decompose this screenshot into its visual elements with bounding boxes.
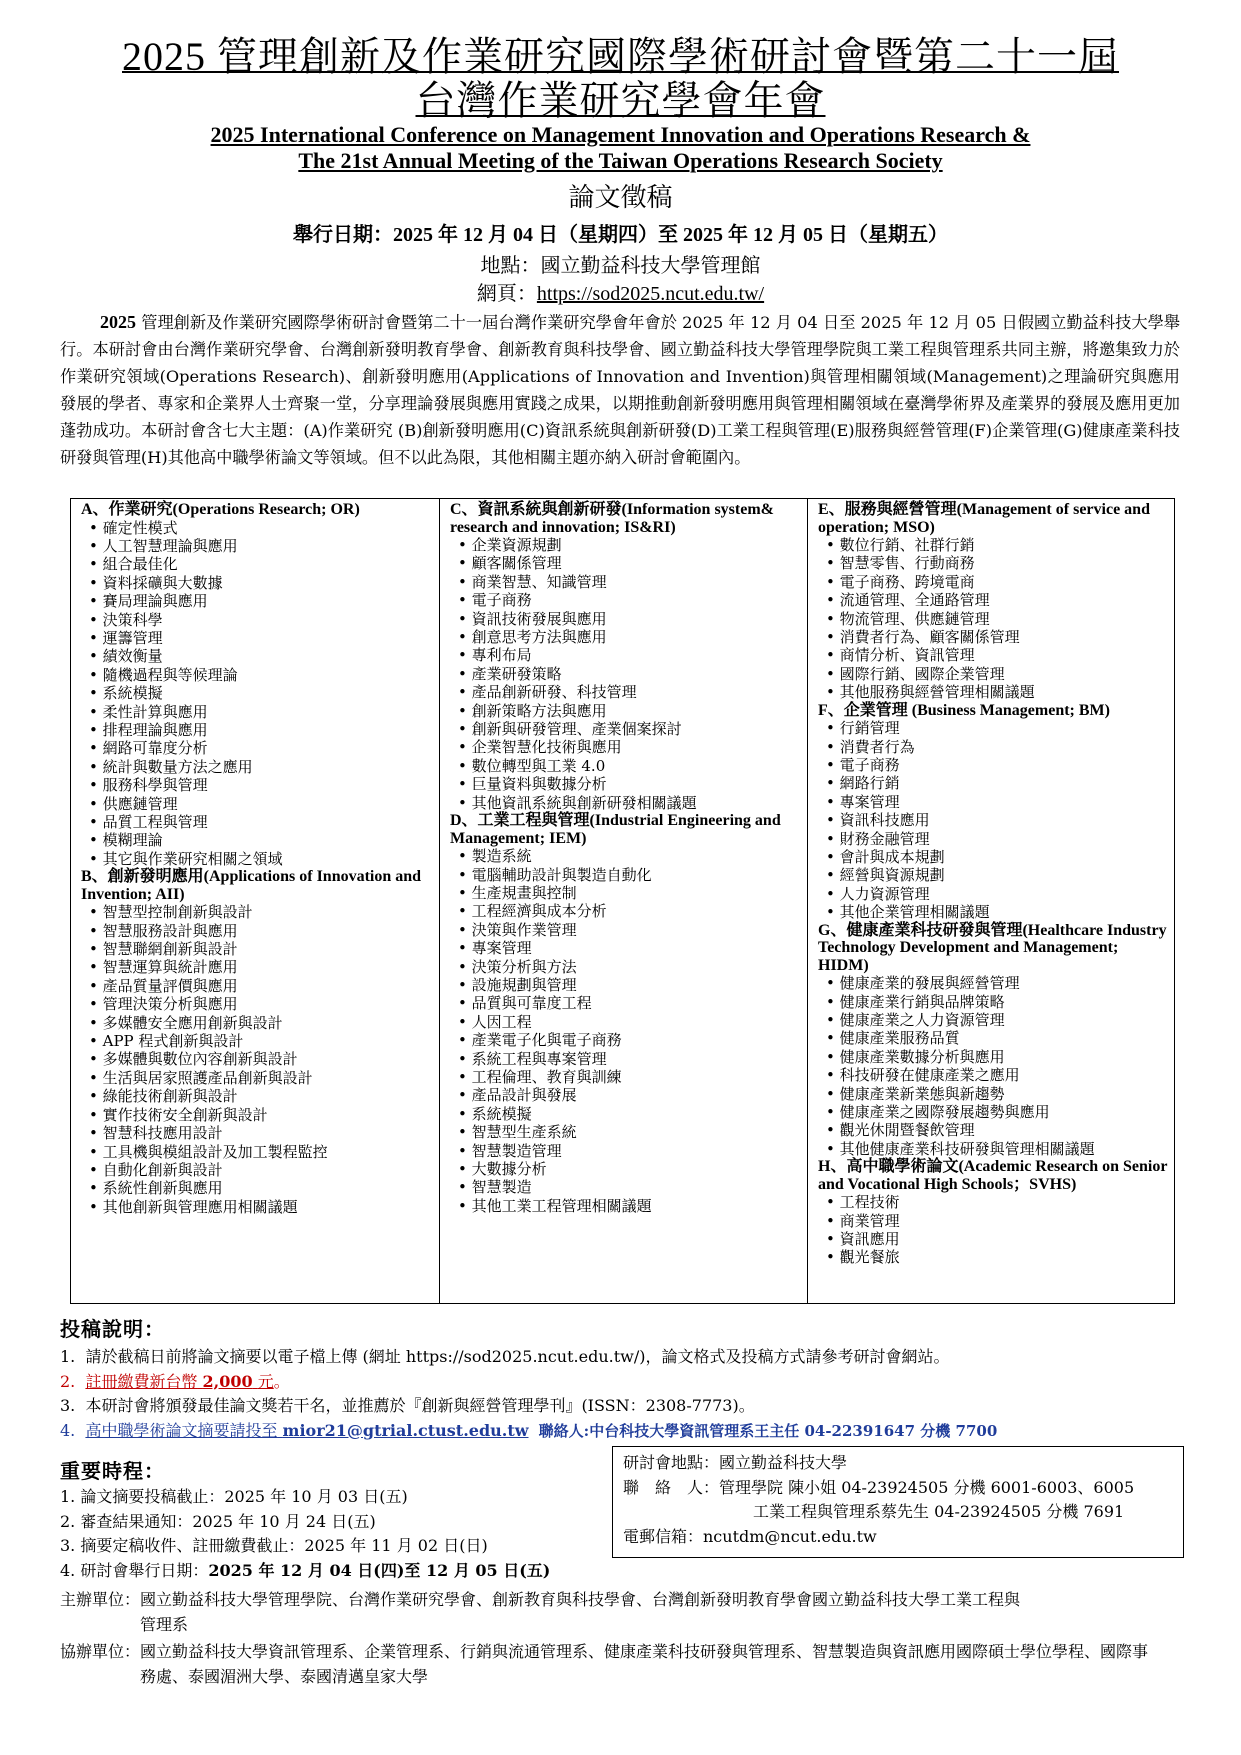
topic-item: • 財務金融管理 [818, 830, 1170, 848]
highschool-phone: 04-22391647 [804, 1421, 916, 1440]
topic-item: • 其它與作業研究相關之領域 [81, 850, 435, 868]
topic-item: • 工程技術 [818, 1193, 1170, 1211]
highschool-submit [85, 1421, 528, 1440]
schedule-item-4-date: 2025 年 12 月 04 日(四)至 12 月 05 日(五) [208, 1560, 551, 1580]
topic-item: • 人因工程 [450, 1013, 803, 1031]
topic-item: • 決策科學 [81, 611, 435, 629]
topic-item: • 其他創新與管理應用相關議題 [81, 1198, 435, 1216]
topic-list [818, 536, 1170, 702]
topic-item: • 工具機與模組設計及加工製程監控 [81, 1143, 435, 1161]
topic-item: • 科技研發在健康產業之應用 [818, 1066, 1170, 1084]
topic-item: • 賽局理論與應用 [81, 592, 435, 610]
topic-category-title: C、資訊系統與創新研發(Information system& research and innovation; IS&RI) [450, 501, 774, 536]
topic-item: • 電子商務 [818, 756, 1170, 774]
topic-item: • 健康產業之國際發展趨勢與應用 [818, 1103, 1170, 1121]
topic-item: • 決策分析與方法 [450, 958, 803, 976]
highschool-email-link[interactable]: mior21@gtrial.ctust.edu.tw [282, 1420, 529, 1440]
topic-item: • 顧客關係管理 [450, 554, 803, 572]
topics-column-2 [439, 499, 807, 1303]
co-organizers [60, 1640, 1150, 1689]
topic-item: • 自動化創新與設計 [81, 1161, 435, 1179]
topic-list [818, 1193, 1170, 1267]
topic-item: • 產業研發策略 [450, 665, 803, 683]
contact-person-1: 管理學院 陳小姐 04-23924505 分機 6001-6003、6005 [719, 1477, 1135, 1497]
topic-item: • 其他企業管理相關議題 [818, 903, 1170, 921]
topics-column-3 [807, 499, 1174, 1303]
topic-item: • 電腦輔助設計與製造自動化 [450, 866, 803, 884]
host-label: 主辦單位： [60, 1590, 141, 1609]
topic-item: • 商業智慧、知識管理 [450, 573, 803, 591]
topic-item: • 健康產業之人力資源管理 [818, 1011, 1170, 1029]
item-number: 1. [60, 1347, 76, 1366]
topic-item: • 數位轉型與工業 4.0 [450, 757, 803, 775]
topic-category-h [818, 1158, 1170, 1267]
highschool-contact-name: 聯絡人:中台科技大學資訊管理系王主任 [538, 1421, 800, 1440]
title-en-line1: 2025 International Conference on Management Innovation and Operations Research & [210, 122, 1031, 147]
highschool-text: 高中職學術論文摘要請投至 [85, 1420, 278, 1440]
topic-item: • 觀光休閒暨餐飲管理 [818, 1121, 1170, 1139]
topic-item: • 系統模擬 [81, 684, 435, 702]
topic-item: • 運籌管理 [81, 629, 435, 647]
topic-item: • 國際行銷、國際企業管理 [818, 665, 1170, 683]
topic-item: • 系統模擬 [450, 1105, 803, 1123]
topic-item: • 確定性模式 [81, 519, 435, 537]
fee-end: 。 [273, 1371, 290, 1391]
topic-item: • 企業智慧化技術與應用 [450, 738, 803, 756]
schedule-item-4 [60, 1559, 550, 1584]
schedule-item: 3. 摘要定稿收件、註冊繳費截止：2025 年 11 月 02 日(日) [60, 1536, 488, 1555]
topic-item: • 創新策略方法與應用 [450, 702, 803, 720]
contact-person-row [623, 1476, 1173, 1501]
topic-item: • 專案管理 [818, 793, 1170, 811]
topic-category-g [818, 922, 1170, 1159]
topic-item: • 生活與居家照護產品創新與設計 [81, 1069, 435, 1087]
topic-category-title: H、高中職學術論文(Academic Research on Senior and Vocational High Schools；SVHS) [818, 1158, 1168, 1193]
topic-item: • 產品設計與發展 [450, 1086, 803, 1104]
fee-label: 註冊繳費新台幣 [85, 1371, 198, 1391]
topic-item: • 創新與研發管理、產業個案探討 [450, 720, 803, 738]
highschool-contact [539, 1422, 998, 1440]
topic-category-e [818, 501, 1170, 702]
topic-item: • 組合最佳化 [81, 555, 435, 573]
topic-item: • 產品質量評價與應用 [81, 977, 435, 995]
topic-item: • 商業管理 [818, 1212, 1170, 1230]
topic-item: • 智慧聯網創新與設計 [81, 940, 435, 958]
topic-item: • 系統工程與專案管理 [450, 1050, 803, 1068]
topic-item: • 設施規劃與管理 [450, 976, 803, 994]
topic-category-title: F、企業管理 (Business Management; BM) [818, 701, 1110, 719]
submission-item-4 [60, 1419, 1200, 1444]
topic-item: • 健康產業數據分析與應用 [818, 1048, 1170, 1066]
title-zh-line1: 2025 管理創新及作業研究國際學術研討會暨第二十一屆 [122, 34, 1119, 79]
topic-item: • 其他工業工程管理相關議題 [450, 1197, 803, 1215]
highschool-ext: 7700 [955, 1421, 998, 1440]
topic-item: • 多媒體安全應用創新與設計 [81, 1014, 435, 1032]
schedule-item: 2. 審查結果通知：2025 年 10 月 24 日(五) [60, 1511, 376, 1531]
item-number: 3. [60, 1396, 76, 1415]
topic-item: • 隨機過程與等候理論 [81, 666, 435, 684]
topic-item: • 實作技術安全創新與設計 [81, 1106, 435, 1124]
item-text: 本研討會將頒發最佳論文獎若干名，並推薦於『創新與經營管理學刊』(ISSN：2308-7773)。 [85, 1396, 755, 1415]
topic-item: • 智慧服務設計與應用 [81, 922, 435, 940]
topic-item: • 模糊理論 [81, 831, 435, 849]
fee-amount: 2,000 [202, 1371, 253, 1391]
topic-item: • 網路可靠度分析 [81, 739, 435, 757]
topic-item: • 智慧型生產系統 [450, 1123, 803, 1141]
contact-box [612, 1446, 1184, 1558]
topic-category-f [818, 702, 1170, 922]
topic-item: • 消費者行為、顧客關係管理 [818, 628, 1170, 646]
title-en-line2: The 21st Annual Meeting of the Taiwan Operations Research Society [298, 148, 943, 173]
contact-label: 聯 絡 人： [623, 1477, 720, 1497]
topic-item: • 健康產業服務品質 [818, 1029, 1170, 1047]
topic-item: • 電子商務 [450, 591, 803, 609]
submission-heading: 投稿說明： [60, 1317, 165, 1341]
topic-item: • 大數據分析 [450, 1160, 803, 1178]
topic-item: • 企業資源規劃 [450, 536, 803, 554]
fee-text [85, 1372, 273, 1391]
topic-item: • 供應鏈管理 [81, 795, 435, 813]
topic-item: • 健康產業的發展與經營管理 [818, 974, 1170, 992]
topic-item: • 專案管理 [450, 939, 803, 957]
topic-list [450, 847, 803, 1215]
topic-item: • 生產規畫與控制 [450, 884, 803, 902]
topic-category-d [450, 812, 803, 1215]
topics-table [70, 498, 1175, 1304]
topic-item: • 巨量資料與數據分析 [450, 775, 803, 793]
co-label: 協辦單位： [60, 1642, 141, 1661]
contact-email: 電郵信箱：ncutdm@ncut.edu.tw [623, 1526, 877, 1546]
topic-item: • 專利布局 [450, 646, 803, 664]
topic-item: • 系統性創新與應用 [81, 1179, 435, 1197]
topic-item: • 物流管理、供應鏈管理 [818, 610, 1170, 628]
topic-item: • 人力資源管理 [818, 885, 1170, 903]
topic-item: • 流通管理、全通路管理 [818, 591, 1170, 609]
topic-item: • 會計與成本規劃 [818, 848, 1170, 866]
topic-item: • 多媒體與數位內容創新與設計 [81, 1050, 435, 1068]
topic-item: • 其他資訊系統與創新研發相關議題 [450, 794, 803, 812]
topic-category-c [450, 501, 803, 812]
schedule-item-4-prefix: 4. 研討會舉行日期： [60, 1560, 209, 1580]
venue: 地點：國立勤益科技大學管理館 [480, 255, 761, 277]
topic-list [81, 903, 435, 1216]
topic-list [818, 974, 1170, 1158]
topic-item: • 產品創新研發、科技管理 [450, 683, 803, 701]
fee-unit: 元 [257, 1371, 274, 1391]
website-link[interactable]: https://sod2025.ncut.edu.tw/ [536, 283, 765, 305]
topic-item: • 決策與作業管理 [450, 921, 803, 939]
topic-item: • 經營與資源規劃 [818, 866, 1170, 884]
topic-item: • 綠能技術創新與設計 [81, 1087, 435, 1105]
topic-item: • 消費者行為 [818, 738, 1170, 756]
item-number: 4. [60, 1420, 76, 1440]
highschool-ext-label: 分機 [920, 1421, 951, 1440]
topic-item: • 工程倫理、教育與訓練 [450, 1068, 803, 1086]
item-text: 請於截稿日前將論文摘要以電子檔上傳 (網址 https://sod2025.ncut.edu.tw/)，論文格式及投稿方式請參考研討會網站。 [85, 1347, 950, 1366]
topic-item: • 智慧型控制創新與設計 [81, 903, 435, 921]
co-value: 國立勤益科技大學資訊管理系、企業管理系、行銷與流通管理系、健康產業科技研發與管理系、智慧製造與資訊應用國際碩士學位學程、國際事務處、泰國湄洲大學、泰國清邁皇家大學 [140, 1642, 1149, 1686]
topic-item: • 其他健康產業科技研發與管理相關議題 [818, 1140, 1170, 1158]
submission-item-3 [60, 1394, 1200, 1419]
topic-item: • 智慧運算與統計應用 [81, 958, 435, 976]
topic-item: • 產業電子化與電子商務 [450, 1031, 803, 1049]
topic-item: • 資訊科技應用 [818, 811, 1170, 829]
topic-category-title: E、服務與經營管理(Management of service and operation; MSO) [818, 501, 1150, 536]
topic-item: • 電子商務、跨境電商 [818, 573, 1170, 591]
topic-item: • 品質與可靠度工程 [450, 994, 803, 1012]
topic-list [81, 519, 435, 869]
intro-lead: 2025 [100, 312, 136, 332]
topic-list [450, 536, 803, 812]
topic-item: • 管理決策分析與應用 [81, 995, 435, 1013]
topic-item: • APP 程式創新與設計 [81, 1032, 435, 1050]
website-line [0, 281, 1241, 307]
website-label: 網頁： [476, 283, 537, 305]
topic-item: • 數位行銷、社群行銷 [818, 536, 1170, 554]
event-date: 舉行日期：2025 年 12 月 04 日（星期四）至 2025 年 12 月 05 日（星期五） [293, 224, 948, 246]
topic-list [818, 719, 1170, 921]
topic-item: • 商情分析、資訊管理 [818, 646, 1170, 664]
call-for-papers-heading: 論文徵稿 [568, 183, 673, 212]
topic-item: • 績效衡量 [81, 647, 435, 665]
topic-item: • 觀光餐旅 [818, 1248, 1170, 1266]
host-organizers [60, 1588, 1020, 1637]
topic-category-title: A、作業研究(Operations Research; OR) [81, 501, 360, 518]
topics-column-1 [71, 499, 439, 1303]
schedule-heading: 重要時程： [60, 1459, 165, 1483]
intro-text: 管理創新及作業研究國際學術研討會暨第二十一屆台灣作業研究學會年會於 2025 年 12 月 04 日至 2025 年 12 月 05 日假國立勤益科技大學舉行。本研討會由台灣作業研究學會、台灣創新發明教育學會、創新教育與科技學會、國立勤益科技大學管理學院與工業工程與管理系共同主辦，將邀集致力於作業研究領域(Operations Research)、創新發明應用(Applications of Innovation and Invention)與管理相關領域(Management)之理論研究與應用發展的學者、專家和企業界人士齊聚一堂，分享理論發展與應用實踐之成果，以期推動創新發明應用與管理相關領域在臺灣學術界及產業界的發展及應用更加蓬勃成功。本研討會含七大主題：(A)作業研究 (B)創新發明應用(C)資訊系統與創新研發(D)工業工程與管理(E)服務與經營管理(F)企業管理(G)健康產業科技研發與管理(H)其他高中職學術論文等領域。但不以此為限，其他相關主題亦納入研討會範圍內。 [60, 313, 1180, 467]
contact-venue: 研討會地點：國立勤益科技大學 [623, 1453, 848, 1472]
topic-item: • 工程經濟與成本分析 [450, 902, 803, 920]
topic-item: • 智慧科技應用設計 [81, 1124, 435, 1142]
topic-category-b [81, 868, 435, 1216]
topic-item: • 排程理論與應用 [81, 721, 435, 739]
schedule-list [60, 1485, 550, 1583]
topic-item: • 智慧零售、行動商務 [818, 554, 1170, 572]
topic-item: • 網路行銷 [818, 774, 1170, 792]
topic-item: • 智慧製造管理 [450, 1142, 803, 1160]
topic-item: • 健康產業行銷與品牌策略 [818, 993, 1170, 1011]
topic-item: • 資訊應用 [818, 1230, 1170, 1248]
topic-category-title: B、創新發明應用(Applications of Innovation and Invention; AII) [81, 868, 422, 903]
topic-item: • 製造系統 [450, 847, 803, 865]
topic-item: • 健康產業新業態與新趨勢 [818, 1085, 1170, 1103]
submission-item-1 [60, 1345, 1200, 1370]
topic-item: • 資料採礦與大數據 [81, 574, 435, 592]
topic-category-title: D、工業工程與管理(Industrial Engineering and Management; IEM) [450, 812, 781, 847]
topic-item: • 服務科學與管理 [81, 776, 435, 794]
topic-category-title: G、健康產業科技研發與管理(Healthcare Industry Technology Development and Management; HIDM) [818, 921, 1167, 974]
topic-item: • 創意思考方法與應用 [450, 628, 803, 646]
intro-paragraph [60, 309, 1180, 471]
schedule-item: 1. 論文摘要投稿截止：2025 年 10 月 03 日(五) [60, 1487, 408, 1506]
topic-category-a [81, 501, 435, 868]
title-zh-line2: 台灣作業研究學會年會 [415, 78, 826, 123]
item-number: 2. [60, 1371, 76, 1391]
host-value: 國立勤益科技大學管理學院、台灣作業研究學會、創新教育與科技學會、台灣創新發明教育學會國立勤益科技大學工業工程與管理系 [140, 1590, 1021, 1634]
topic-item: • 統計與數量方法之應用 [81, 758, 435, 776]
topic-item: • 行銷管理 [818, 719, 1170, 737]
topic-item: • 人工智慧理論與應用 [81, 537, 435, 555]
submission-notes [60, 1345, 1200, 1443]
topic-item: • 資訊技術發展與應用 [450, 610, 803, 628]
topic-item: • 其他服務與經營管理相關議題 [818, 683, 1170, 701]
contact-person-2: 工業工程與管理系蔡先生 04-23924505 分機 7691 [753, 1502, 1125, 1521]
topic-item: • 柔性計算與應用 [81, 703, 435, 721]
topic-item: • 品質工程與管理 [81, 813, 435, 831]
topic-item: • 智慧製造 [450, 1178, 803, 1196]
submission-item-2 [60, 1370, 1200, 1395]
